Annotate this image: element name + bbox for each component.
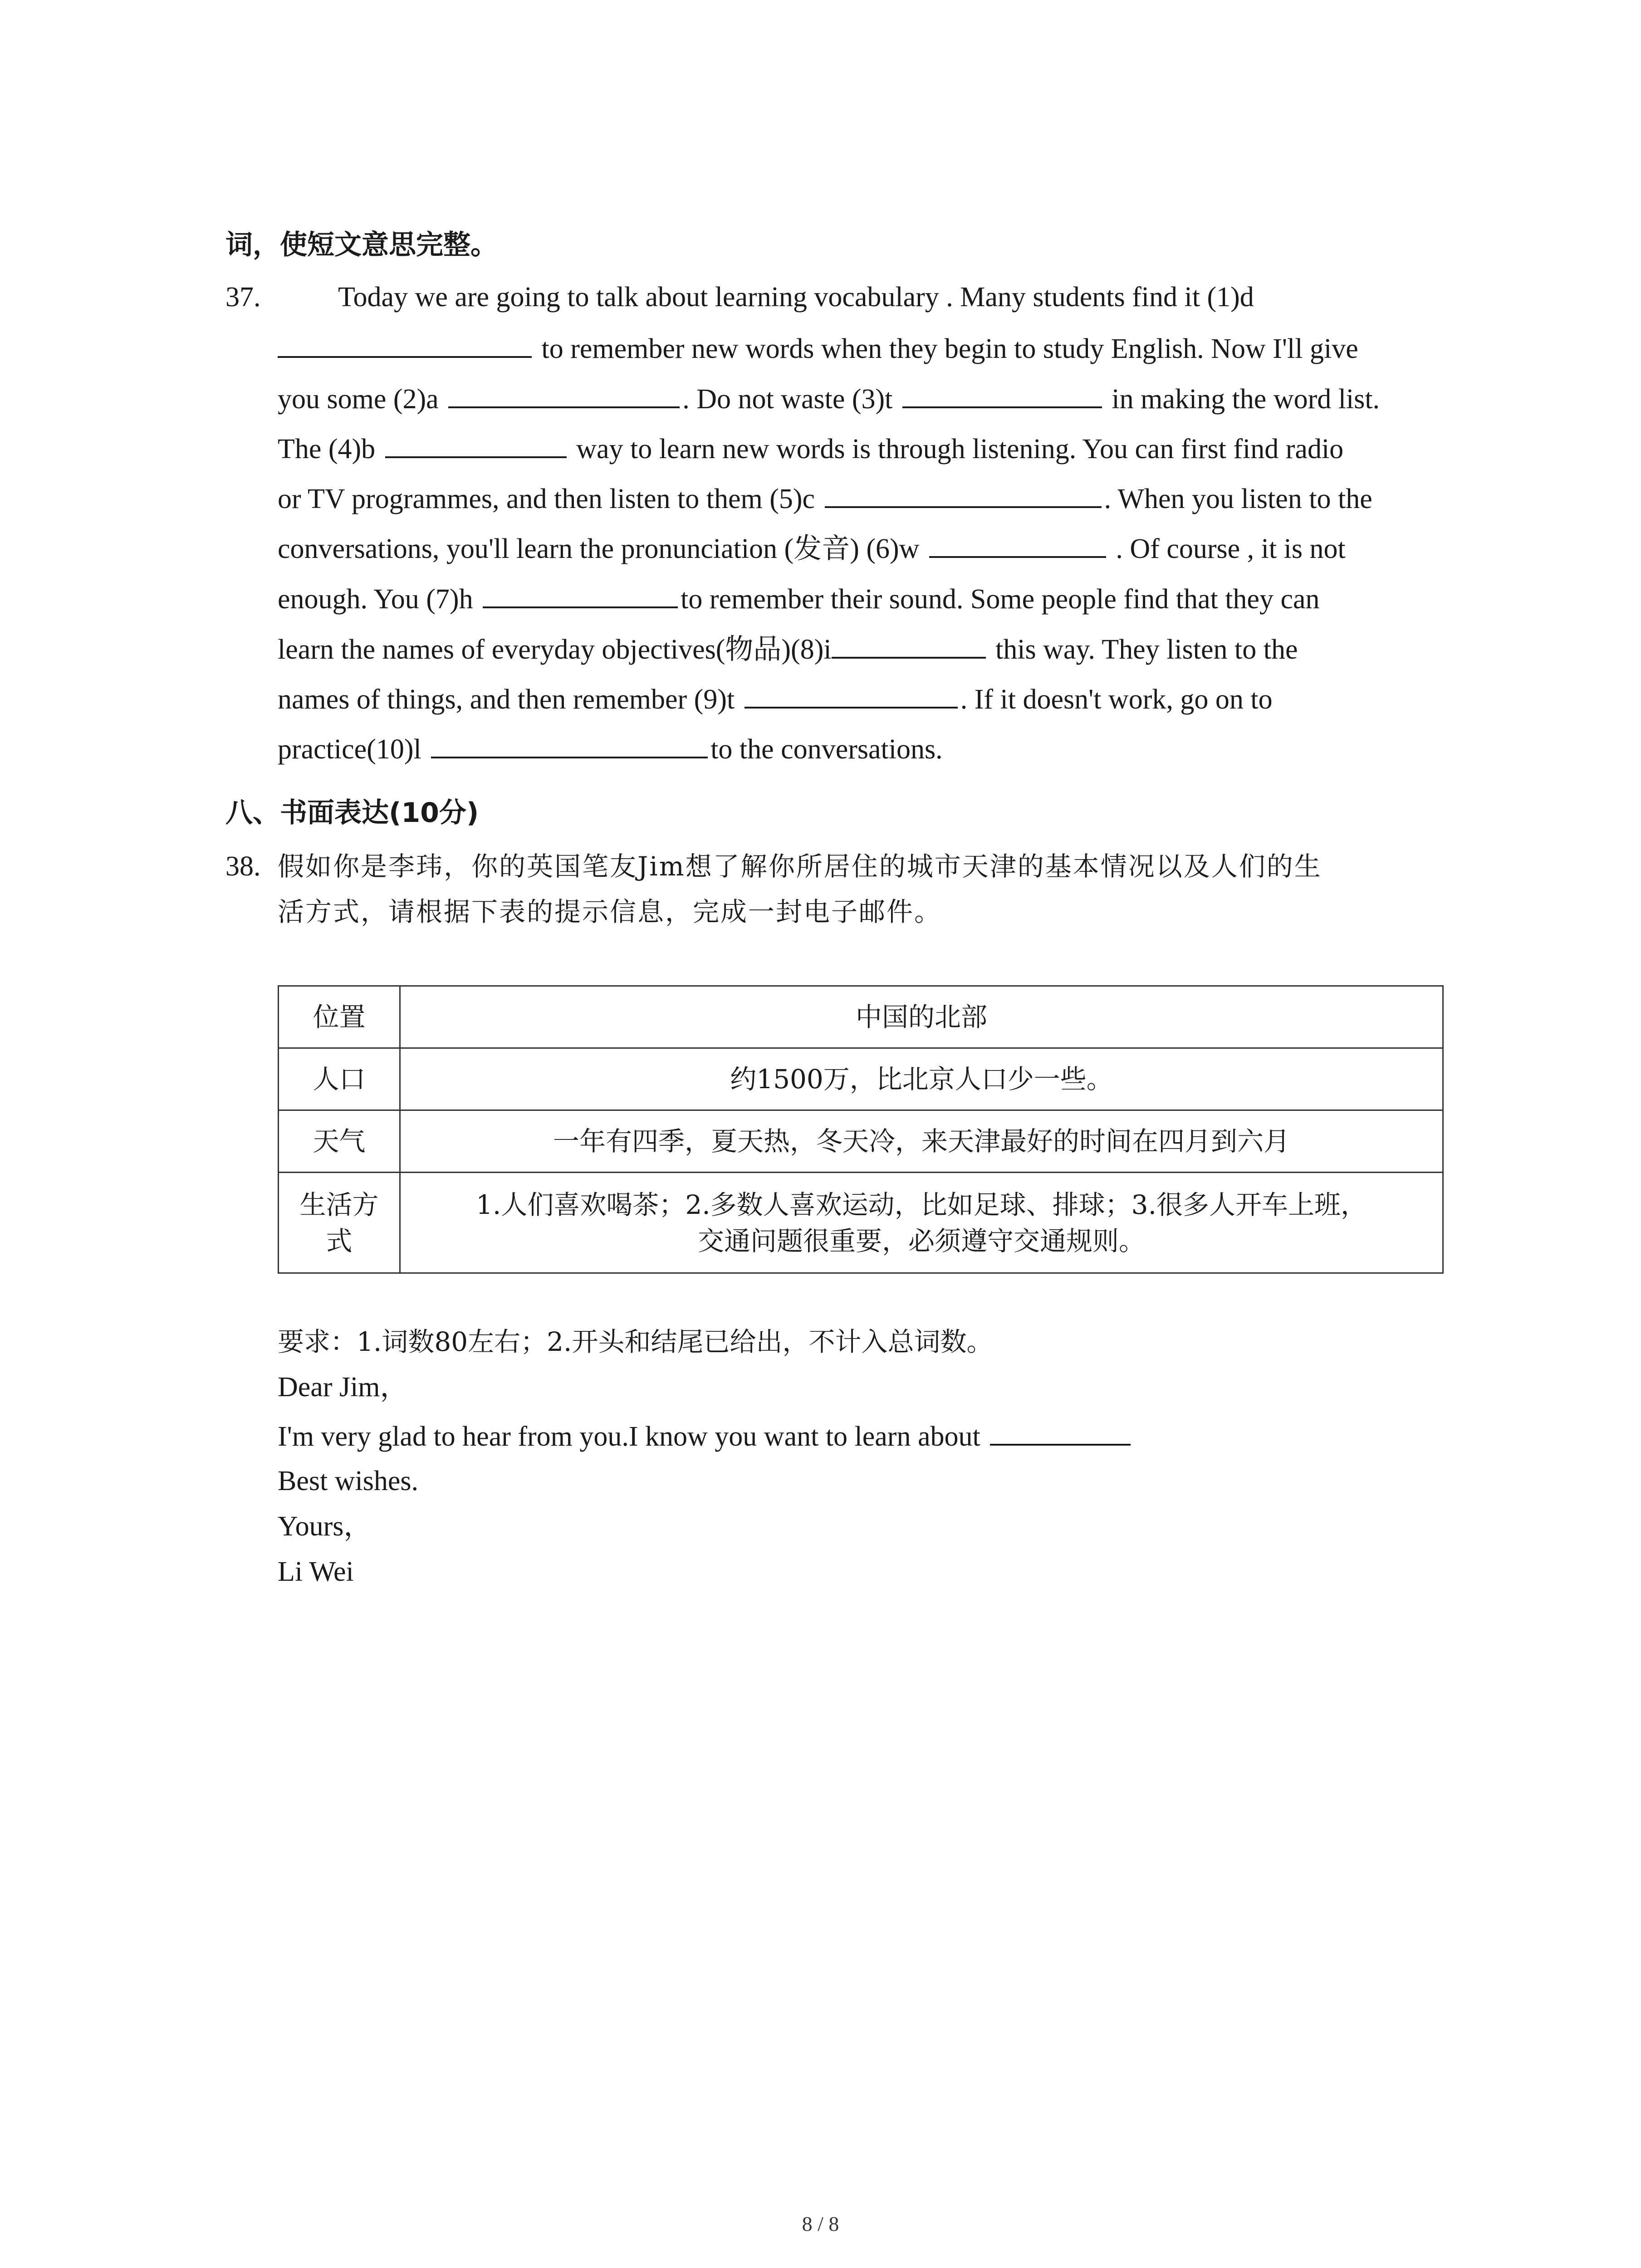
q37-line-8: learn the names of everyday objectives(物品)(8)i this way. They listen to the xyxy=(278,631,1298,668)
q37-line-1: Today we are going to talk about learning vocabulary . Many students find it (1)d xyxy=(338,282,1254,313)
q37-line-6: conversations, you'll learn the pronunciation (发音) (6)w . Of course , it is not xyxy=(278,530,1346,567)
table-value-line-2: 交通问题很重要，必须遵守交通规则。 xyxy=(697,1225,1145,1256)
q37-line-4: The (4)b way to learn new words is through listening. You can first find radio xyxy=(278,430,1343,467)
table-value xyxy=(400,1173,1443,1273)
q37-line-5: or TV programmes, and then listen to them (5)c . When you listen to the xyxy=(278,480,1372,517)
table-row xyxy=(279,986,1443,1048)
letter-opening: I'm very glad to hear from you.I know you want to learn about xyxy=(278,1418,1133,1455)
table-key-line-1: 生活方 xyxy=(299,1189,379,1220)
answer-blank[interactable] xyxy=(990,1418,1131,1446)
question-37-number: 37. xyxy=(225,282,261,313)
q37-line-2: to remember new words when they begin to study English. Now I'll give xyxy=(278,330,1358,367)
question-38-number: 38. xyxy=(225,851,261,882)
table-row xyxy=(279,1048,1443,1110)
q37-line-10: practice(10)l to the conversations. xyxy=(278,730,943,767)
table-row xyxy=(279,1110,1443,1173)
blank-6[interactable] xyxy=(929,530,1106,558)
table-key: 人口 xyxy=(279,1048,400,1110)
table-key: 位置 xyxy=(279,986,400,1048)
blank-4[interactable] xyxy=(385,430,567,458)
q38-prompt-line-1: 假如你是李玮，你的英国笔友Jim想了解你所居住的城市天津的基本情况以及人们的生 xyxy=(278,851,1322,882)
letter-greeting: Dear Jim， xyxy=(278,1372,408,1403)
q37-line-7: enough. You (7)h to remember their sound. Some people find that they can xyxy=(278,580,1319,617)
blank-2[interactable] xyxy=(448,380,680,408)
blank-8[interactable] xyxy=(832,631,986,659)
blank-1[interactable] xyxy=(278,330,532,358)
letter-closing-2: Yours， xyxy=(278,1511,372,1542)
table-key xyxy=(279,1173,400,1273)
q37-line-9: names of things, and then remember (9)t . If it doesn't work, go on to xyxy=(278,680,1273,718)
letter-signature: Li Wei xyxy=(278,1556,354,1587)
table-value: 中国的北部 xyxy=(400,986,1443,1048)
q38-prompt-line-2: 活方式，请根据下表的提示信息，完成一封电子邮件。 xyxy=(278,896,942,927)
blank-7[interactable] xyxy=(483,580,678,608)
requirement-text: 要求：1.词数80左右；2.开头和结尾已给出，不计入总词数。 xyxy=(278,1326,993,1357)
page-number: 8 / 8 xyxy=(802,2212,839,2235)
q37-line-3: you some (2)a . Do not waste (3)t in making the word list. xyxy=(278,380,1380,417)
letter-closing-1: Best wishes. xyxy=(278,1466,418,1496)
table-row xyxy=(279,1173,1443,1273)
table-value-line-1: 1.人们喜欢喝茶；2.多数人喜欢运动，比如足球、排球；3.很多人开车上班， xyxy=(475,1189,1367,1220)
blank-9[interactable] xyxy=(745,680,958,709)
table-key: 天气 xyxy=(279,1110,400,1173)
table-value: 一年有四季，夏天热，冬天冷，来天津最好的时间在四月到六月 xyxy=(400,1110,1443,1173)
blank-3[interactable] xyxy=(902,380,1102,408)
table-key-line-2: 式 xyxy=(326,1225,353,1256)
blank-5[interactable] xyxy=(825,480,1102,508)
section-7-tail: 词，使短文意思完整。 xyxy=(225,229,498,261)
table-value: 约1500万，比北京人口少一些。 xyxy=(400,1048,1443,1110)
info-table xyxy=(278,985,1444,1274)
blank-10[interactable] xyxy=(431,730,708,758)
section-8-heading: 八、书面表达(10分) xyxy=(225,797,479,829)
